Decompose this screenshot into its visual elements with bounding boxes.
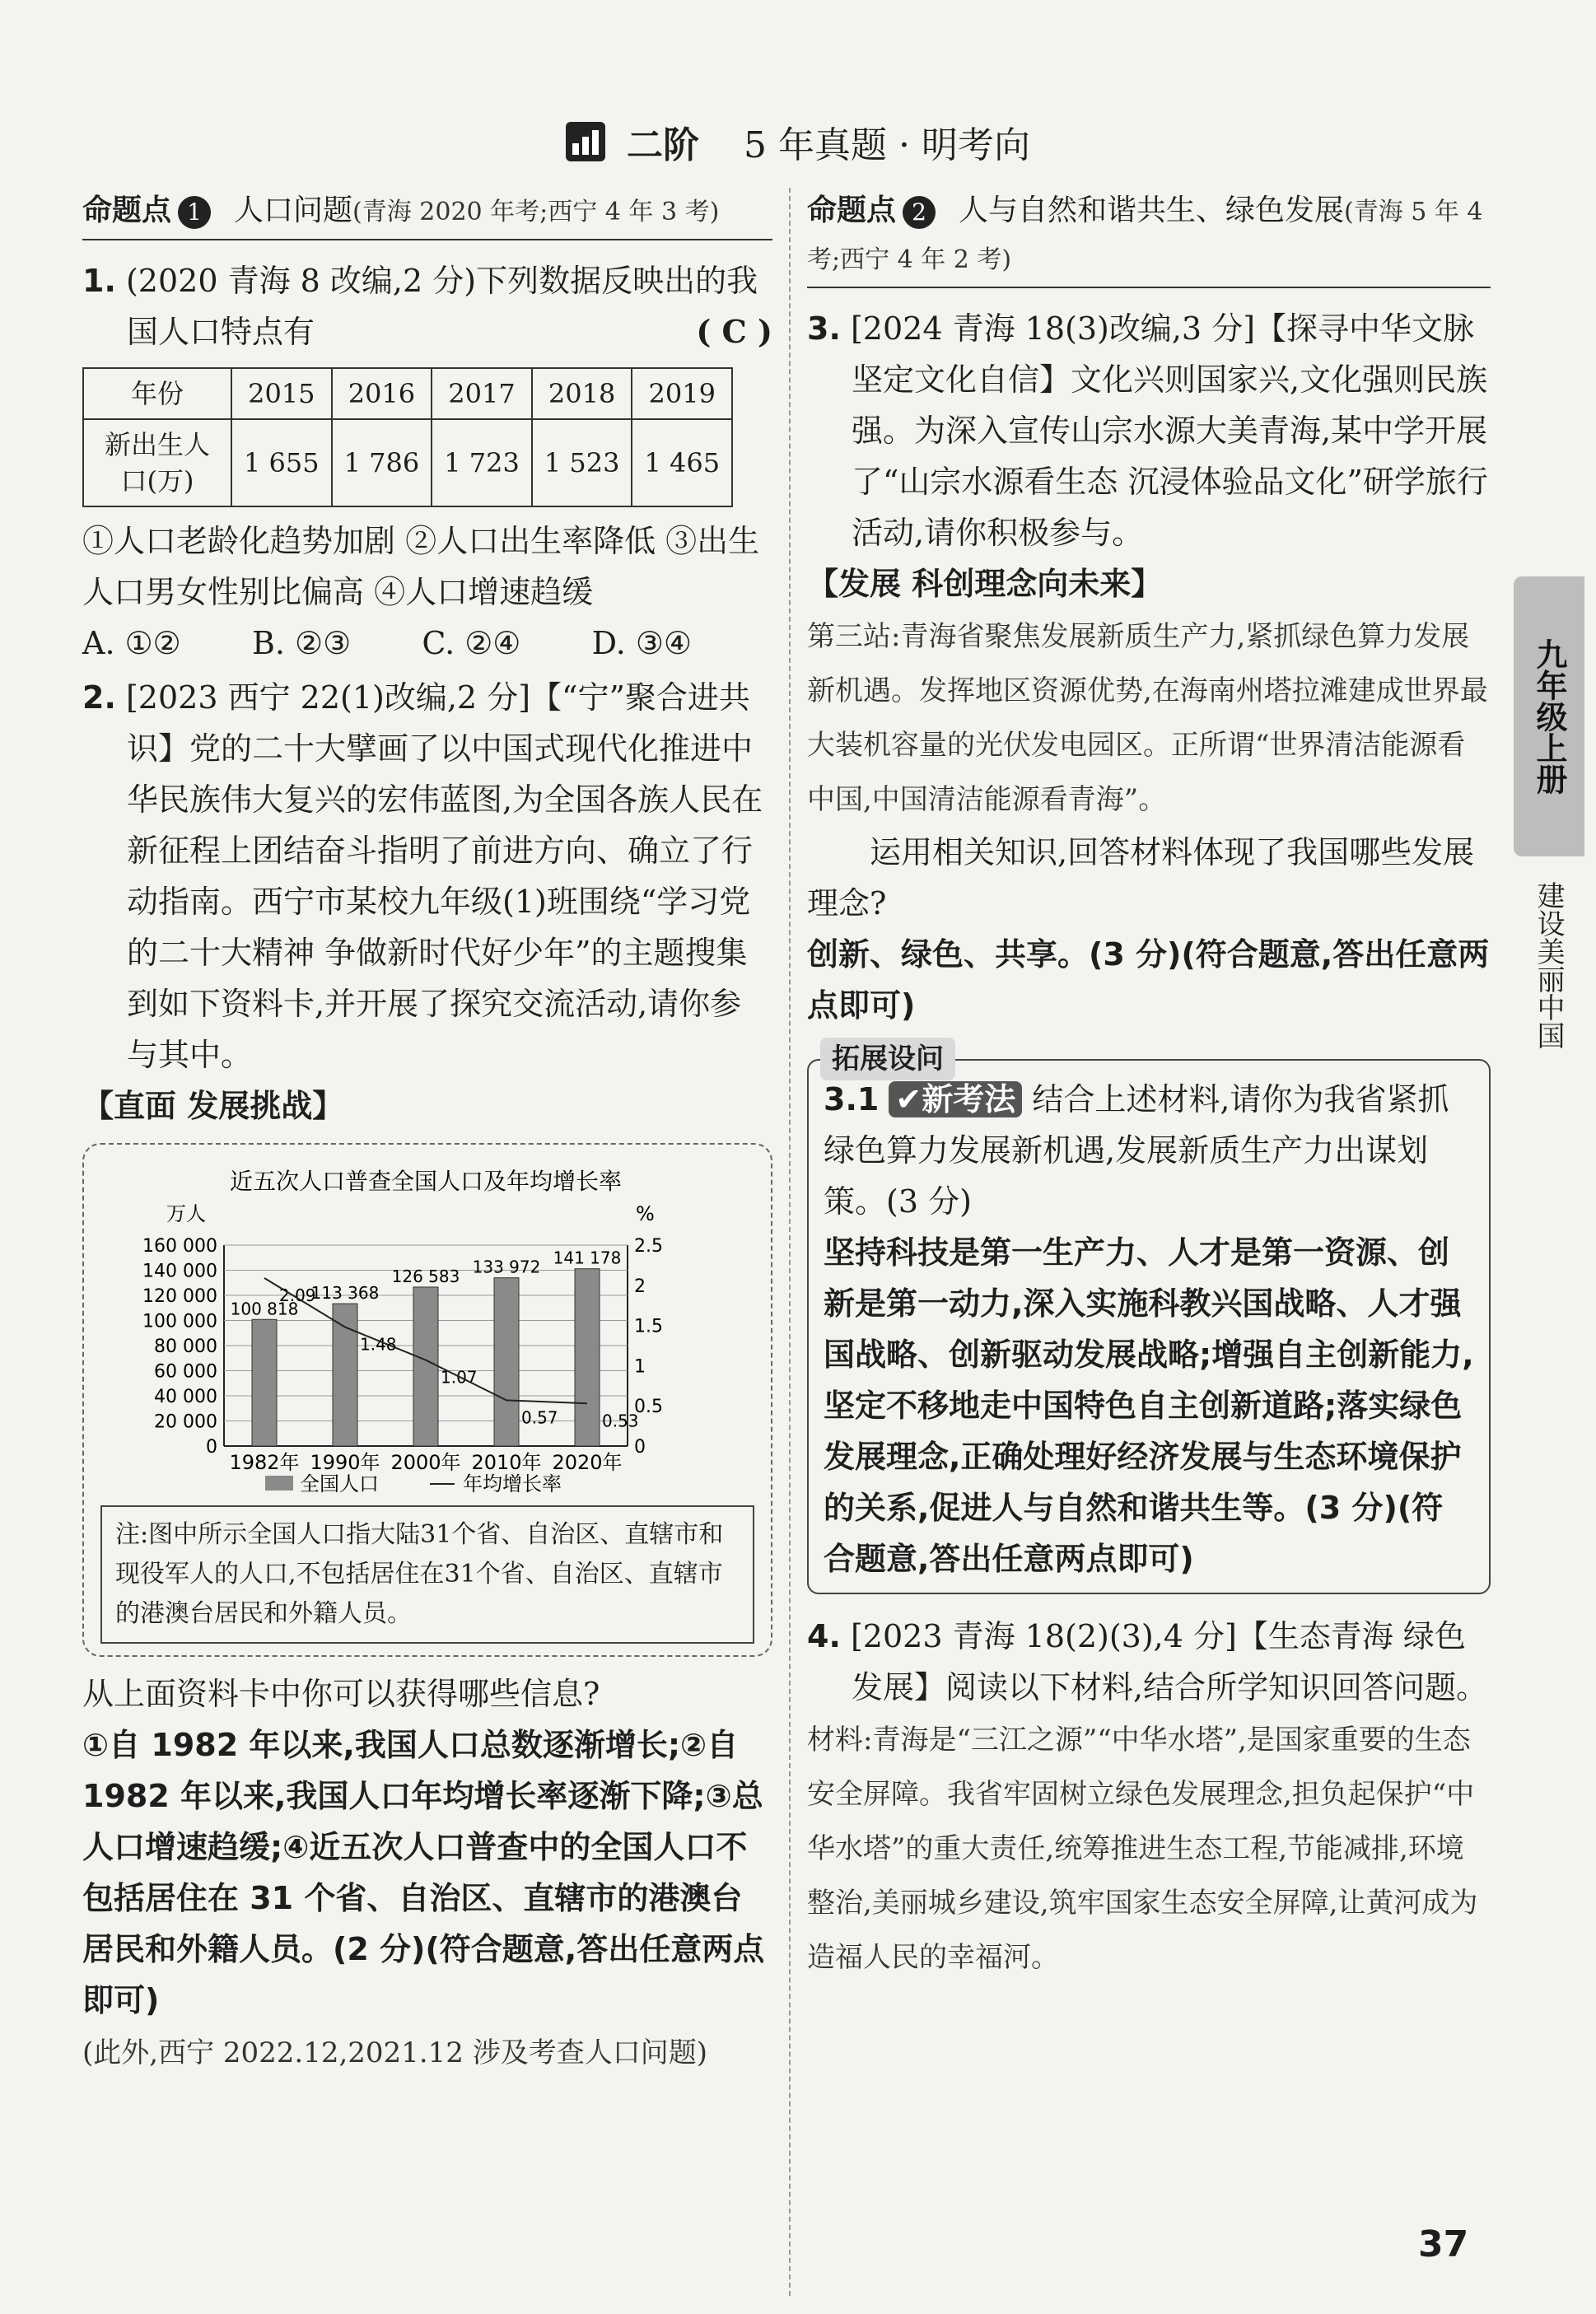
y-tick-label: 100 000 (142, 1311, 217, 1332)
material-text: 材料:青海是“三江之源”“中华水塔”,是国家重要的生态安全屏障。我省牢固树立绿色发展理念,担负起保护“中华水塔”的重大责任,统筹推进生态工程,节能减排,环境整治,美丽城乡建设,筑牢国家生态安全屏障,让黄河成为造福人民的幸福河。 (807, 1724, 1478, 1974)
rate-value-label: 1.48 (360, 1334, 397, 1355)
answer-choice: ( C ) (696, 313, 772, 350)
y-tick-label: 60 000 (154, 1361, 217, 1383)
left-column (82, 188, 772, 2080)
y2-tick-label: 1 (634, 1356, 646, 1378)
y2-tick-label: 2.5 (634, 1236, 663, 1257)
topic-name: 人与自然和谐共生、绿色发展 (959, 194, 1345, 227)
question-stem: [2024 青海 18(3)改编,3 分]【探寻中华文脉 坚定文化自信】文化兴则国家兴,文化强则民族强。为深入宣传山宗水源大美青海,某中学开展了“山宗水源看生态 沉浸体验品文化”研学旅行活动,请你积极参与。 (850, 310, 1488, 551)
y-tick-label: 40 000 (154, 1387, 217, 1407)
section-title: 【直面 发展挑战】 (82, 1088, 344, 1124)
x-tick-label: 2020年 (552, 1451, 623, 1474)
rate-value-label: 0.53 (602, 1411, 639, 1431)
topic-number: 2 (903, 196, 936, 229)
question-prompt: 运用相关知识,回答材料体现了我国哪些发展理念? (807, 834, 1475, 921)
bar-value-label: 133 972 (472, 1257, 541, 1277)
bar-value-label: 141 178 (553, 1248, 622, 1268)
bar-value-label: 100 818 (230, 1299, 299, 1319)
topic-2-header (807, 188, 1491, 288)
x-tick-label: 2000年 (390, 1451, 461, 1474)
answer-text: 创新、绿色、共享。(3 分)(符合题意,答出任意两点即可) (807, 936, 1490, 1024)
station-text: 第三站:青海省聚焦发展新质生产力,紧抓绿色算力发展新机遇。发挥地区资源优势,在海南州塔拉滩建成世界最大装机容量的光伏发电园区。正所谓“世界清洁能源看中国,中国清洁能源看青海”。 (807, 620, 1488, 816)
topic-1-header (82, 188, 772, 240)
table-row-label: 新出生人口(万) (83, 419, 231, 506)
table-header: 2018 (532, 368, 632, 419)
chart-note: 注:图中所示全国人口指大陆31个省、自治区、直辖市和现役军人的人口,不包括居住在31个省、自治区、直辖市的港澳台居民和外籍人员。 (100, 1505, 754, 1644)
table-header: 2016 (332, 368, 432, 419)
question-number: 2. (82, 679, 116, 716)
question-3 (807, 303, 1491, 558)
rate-value-label: 2.09 (279, 1285, 316, 1306)
question-stem: (2020 青海 8 改编,2 分)下列数据反映出的我国人口特点有 (125, 263, 758, 350)
table-header: 2019 (632, 368, 732, 419)
y2-tick-label: 0 (634, 1437, 646, 1458)
bar (333, 1304, 357, 1446)
y2-tick-label: 0.5 (634, 1397, 663, 1418)
table-cell: 1 655 (231, 419, 332, 506)
y2-axis-label: % (636, 1202, 655, 1225)
table-cell: 1 786 (332, 419, 432, 506)
header-subtitle: 5 年真题 · 明考向 (744, 124, 1030, 166)
question-number: 4. (807, 1618, 841, 1654)
question-4 (807, 1611, 1491, 1713)
topic-label: 命题点 (807, 194, 897, 227)
answer-text: ①自 1982 年以来,我国人口总数逐渐增长;②自 1982 年以来,我国人口年均增长率逐渐下降;③总人口增速趋缓;④近五次人口普查中的全国人口不包括居住在 31 个省、自治区、直辖市的港澳台居民和外籍人员。(2 分)(符合题意,答出任意两点即可) (82, 1727, 765, 2018)
y-tick-label: 80 000 (154, 1337, 217, 1357)
question-stem: [2023 青海 18(2)(3),4 分]【生态青海 绿色发展】阅读以下材料,结合所学知识回答问题。 (850, 1618, 1488, 1705)
legend-swatch-bar (265, 1476, 293, 1491)
topic-source: (青海 5 年 4 考;西宁 4 年 2 考) (807, 198, 1483, 274)
question-stem: [2023 西宁 22(1)改编,2 分]【“宁”聚合进共识】党的二十大擘画了以中国式现代化推进中华民族伟大复兴的宏伟蓝图,为全国各族人民在新征程上团结奋斗指明了前进方向、确立了行动指南。西宁市某校九年级(1)班围绕“学习党的二十大精神 争做新时代好少年”的主题搜集到如下资料卡,并开展了探究交流活动,请你参与其中。 (125, 679, 763, 1073)
sub-question-stem: 结合上述材料,请你为我省紧抓绿色算力发展新机遇,发展新质生产力出谋划策。(3 分) (824, 1081, 1449, 1220)
extra-note: (此外,西宁 2022.12,2021.12 涉及考查人口问题) (82, 2036, 707, 2069)
topic-source: (青海 2020 年考;西宁 4 年 3 考) (352, 198, 720, 226)
header-tier: 二阶 (627, 124, 700, 166)
x-tick-label: 2010年 (471, 1451, 542, 1474)
question-2 (82, 672, 772, 1080)
y-axis-label: 万人 (166, 1202, 206, 1225)
question-number: 3. (807, 310, 841, 347)
bar (413, 1287, 438, 1446)
option-a: A. ①② (82, 625, 181, 661)
option-d: D. ③④ (591, 625, 692, 661)
x-tick-label: 1982年 (229, 1451, 300, 1474)
data-card (82, 1143, 772, 1657)
bar (494, 1278, 519, 1446)
bar (252, 1319, 277, 1446)
rate-value-label: 0.57 (521, 1407, 558, 1428)
population-chart (100, 1156, 751, 1502)
bar (575, 1269, 600, 1446)
extended-question-title: 拓展设问 (820, 1038, 955, 1080)
check-icon: ✔ (895, 1081, 922, 1117)
topic-name: 人口问题 (234, 194, 353, 227)
table-header: 年份 (83, 368, 231, 419)
bar-chart-icon (566, 122, 605, 161)
question-prompt: 从上面资料卡中你可以获得哪些信息? (82, 1676, 600, 1712)
right-column (807, 188, 1491, 1985)
question-1 (82, 255, 772, 357)
y-tick-label: 160 000 (142, 1236, 217, 1257)
y-tick-label: 20 000 (154, 1411, 217, 1433)
sub-answer-text: 坚持科技是第一生产力、人才是第一资源、创新是第一动力,深入实施科教兴国战略、人才强国战略、创新驱动发展战略;增强自主创新能力,坚定不移地走中国特色自主创新道路;落实绿色发展理念,正确处理好经济发展与生态环境保护的关系,促进人与自然和谐共生等。(3 分)(符合题意,答出任意两点即可) (824, 1234, 1474, 1577)
x-tick-label: 1990年 (310, 1451, 380, 1474)
column-divider (789, 188, 791, 2296)
topic-number: 1 (178, 196, 211, 229)
badge-label: 新考法 (922, 1081, 1016, 1117)
bar-value-label: 113 368 (310, 1283, 380, 1304)
question-number: 1. (82, 263, 116, 299)
question-statements: ①人口老龄化趋势加剧 ②人口出生率降低 ③出生人口男女性别比偏高 ④人口增速趋缓 (82, 523, 760, 610)
section-title: 【发展 科创理念向未来】 (807, 566, 1163, 602)
bar-value-label: 126 583 (391, 1266, 460, 1286)
new-method-badge (889, 1081, 1022, 1117)
page-header (0, 115, 1596, 168)
table-cell: 1 465 (632, 419, 732, 506)
y-tick-label: 120 000 (142, 1286, 217, 1307)
y2-tick-label: 2 (634, 1276, 646, 1297)
topic-label: 命题点 (82, 194, 172, 227)
legend-label: 全国人口 (300, 1472, 379, 1495)
grade-tab: 九年级上册 (1514, 576, 1584, 856)
extended-question-box (807, 1043, 1491, 1594)
legend-label: 年均增长率 (463, 1472, 562, 1495)
sub-question (824, 1074, 1474, 1227)
table-cell: 1 523 (532, 419, 632, 506)
option-b: B. ②③ (251, 625, 352, 661)
table-header: 2015 (231, 368, 332, 419)
option-c: C. ②④ (422, 625, 521, 661)
chart-title: 近五次人口普查全国人口及年均增长率 (229, 1168, 623, 1195)
table-header: 2017 (432, 368, 532, 419)
rate-value-label: 1.07 (441, 1367, 478, 1388)
page-number: 37 (1418, 2223, 1469, 2265)
y-tick-label: 0 (206, 1437, 217, 1458)
y-tick-label: 140 000 (142, 1261, 217, 1282)
table-cell: 1 723 (432, 419, 532, 506)
y2-tick-label: 1.5 (634, 1316, 663, 1337)
sub-question-number: 3.1 (824, 1081, 880, 1117)
birth-table (82, 367, 733, 507)
unit-label: 建设美丽中国 (1532, 881, 1565, 1049)
question-options (82, 618, 692, 669)
